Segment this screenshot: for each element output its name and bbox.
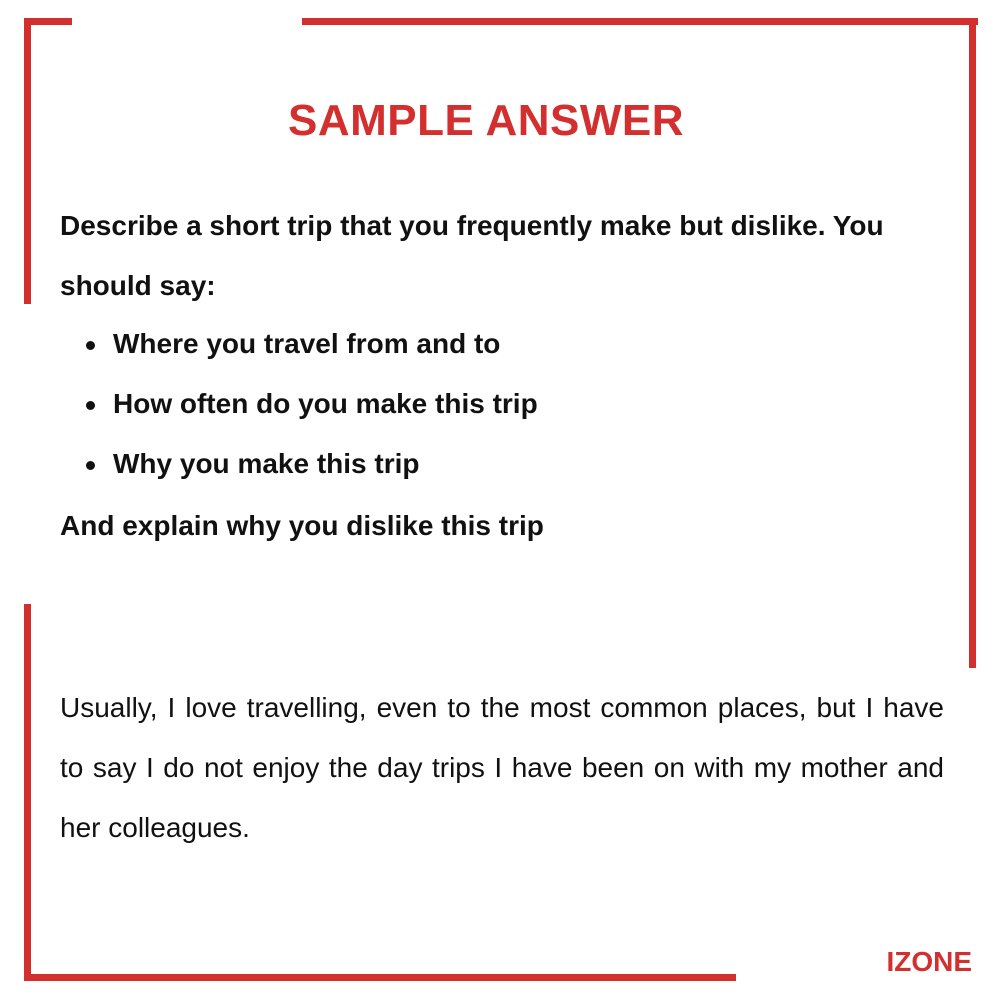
frame-left-upper-segment bbox=[24, 18, 31, 304]
bullet-dot-icon bbox=[86, 401, 95, 410]
bullet-text: Why you make this trip bbox=[113, 448, 420, 479]
bullet-item bbox=[60, 434, 944, 494]
bullet-dot-icon bbox=[86, 341, 95, 350]
bullet-text: How often do you make this trip bbox=[113, 388, 538, 419]
frame-top-left-segment bbox=[24, 18, 72, 25]
frame-bottom-segment bbox=[24, 974, 736, 981]
page-title: SAMPLE ANSWER bbox=[288, 96, 684, 145]
brand-logo: IZONE bbox=[886, 946, 972, 977]
bullet-item bbox=[60, 314, 944, 374]
frame-top-right-segment bbox=[302, 18, 978, 25]
cue-card-bullets bbox=[60, 314, 944, 494]
bullet-item bbox=[60, 374, 944, 434]
bullet-dot-icon bbox=[86, 461, 95, 470]
question-prompt: Describe a short trip that you frequently make but dislike. You should say: bbox=[60, 210, 884, 301]
bullet-text: Where you travel from and to bbox=[113, 328, 501, 359]
frame-left-lower-segment bbox=[24, 604, 31, 981]
question-closing: And explain why you dislike this trip bbox=[60, 510, 544, 541]
sample-answer-text: Usually, I love travelling, even to the most common places, but I have to say I do not enjoy the day trips I have been on with my mother and her colleagues. bbox=[60, 692, 944, 843]
